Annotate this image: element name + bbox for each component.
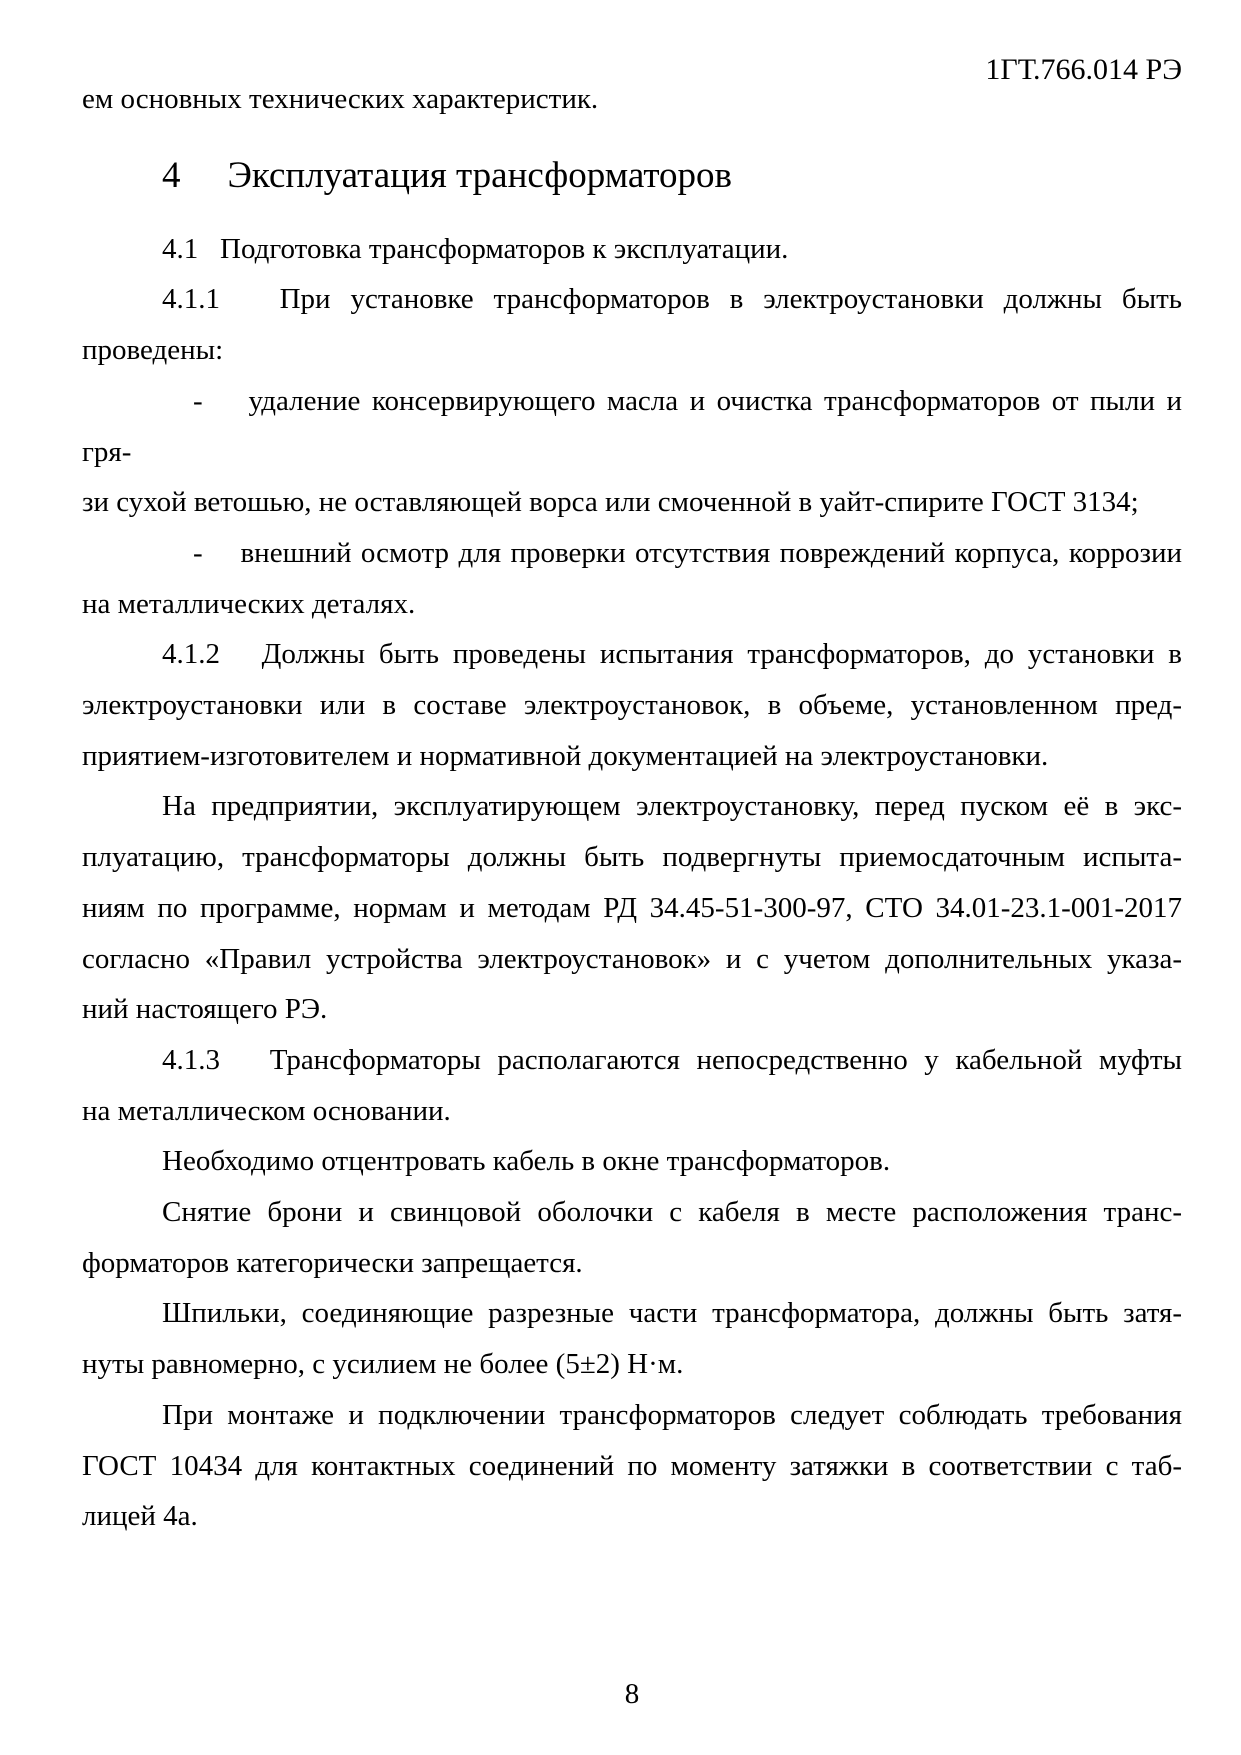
text-line list-item: - внешний осмотр для проверки отсутствия повреждений корпуса, коррозии [193, 536, 1182, 569]
text-line list-item: - удаление консервирующего масла и очистка трансформаторов от пыли и гря- [82, 384, 1182, 468]
section-title: Эксплуатация трансформаторов [227, 154, 732, 196]
doc-code: 1ГТ.766.014 РЭ [985, 53, 1182, 86]
text-line: ний настоящего РЭ. [82, 993, 328, 1026]
text-line: 4.1.2 Должны быть проведены испытания трансформаторов, до установки в [162, 638, 1182, 671]
text-line: электроустановки или в составе электроустановок, в объеме, установленном пред- [82, 689, 1182, 722]
text-line: При монтаже и подключении трансформаторов следует соблюдать требования [162, 1398, 1182, 1431]
section-number: 4 [162, 154, 181, 196]
intro-line: ем основных технических характеристик. [82, 83, 599, 115]
text-line: плуатацию, трансформаторы должны быть подвергнуты приемосдаточным испыта- [82, 841, 1182, 874]
text-line: Шпильки, соединяющие разрезные части трансформатора, должны быть затя- [162, 1297, 1182, 1330]
text-line: форматоров категорически запрещается. [82, 1246, 583, 1279]
text-line: на металлическом основании. [82, 1094, 451, 1127]
text-line: На предприятии, эксплуатирующем электроустановку, перед пуском её в экс- [162, 790, 1182, 823]
text-line: 4.1.3 Трансформаторы располагаются непосредственно у кабельной муфты [162, 1043, 1182, 1076]
text-line: зи сухой ветошью, не оставляющей ворса или смоченной в уайт-спирите ГОСТ 3134; [82, 486, 1139, 519]
text-line: согласно «Правил устройства электроустановок» и с учетом дополнительных указа- [82, 942, 1182, 975]
text-line: приятием-изготовителем и нормативной документацией на электроустановки. [82, 739, 1049, 772]
text-line: нуты равномерно, с усилием не более (5±2) Н·м. [82, 1348, 684, 1381]
text-line: 4.1.1 При установке трансформаторов в электроустановки должны быть [162, 283, 1182, 316]
text-line: ГОСТ 10434 для контактных соединений по моменту затяжки в соответствии с таб- [82, 1449, 1182, 1482]
text-line: Необходимо отцентровать кабель в окне трансформаторов. [162, 1145, 891, 1178]
text-line: лицей 4а. [82, 1500, 198, 1533]
text-line: на металлических деталях. [82, 587, 416, 620]
text-line: 4.1 Подготовка трансформаторов к эксплуатации. [162, 232, 789, 265]
page-number: 8 [624, 1678, 640, 1710]
text-line: ниям по программе, нормам и методам РД 34.45-51-300-97, СТО 34.01-23.1-001-2017 [82, 891, 1182, 924]
text-line: проведены: [82, 334, 224, 367]
section-heading [82, 149, 1182, 203]
page-content [82, 74, 1182, 1542]
text-line: Снятие брони и свинцовой оболочки с кабеля в месте расположения транс- [162, 1196, 1182, 1229]
